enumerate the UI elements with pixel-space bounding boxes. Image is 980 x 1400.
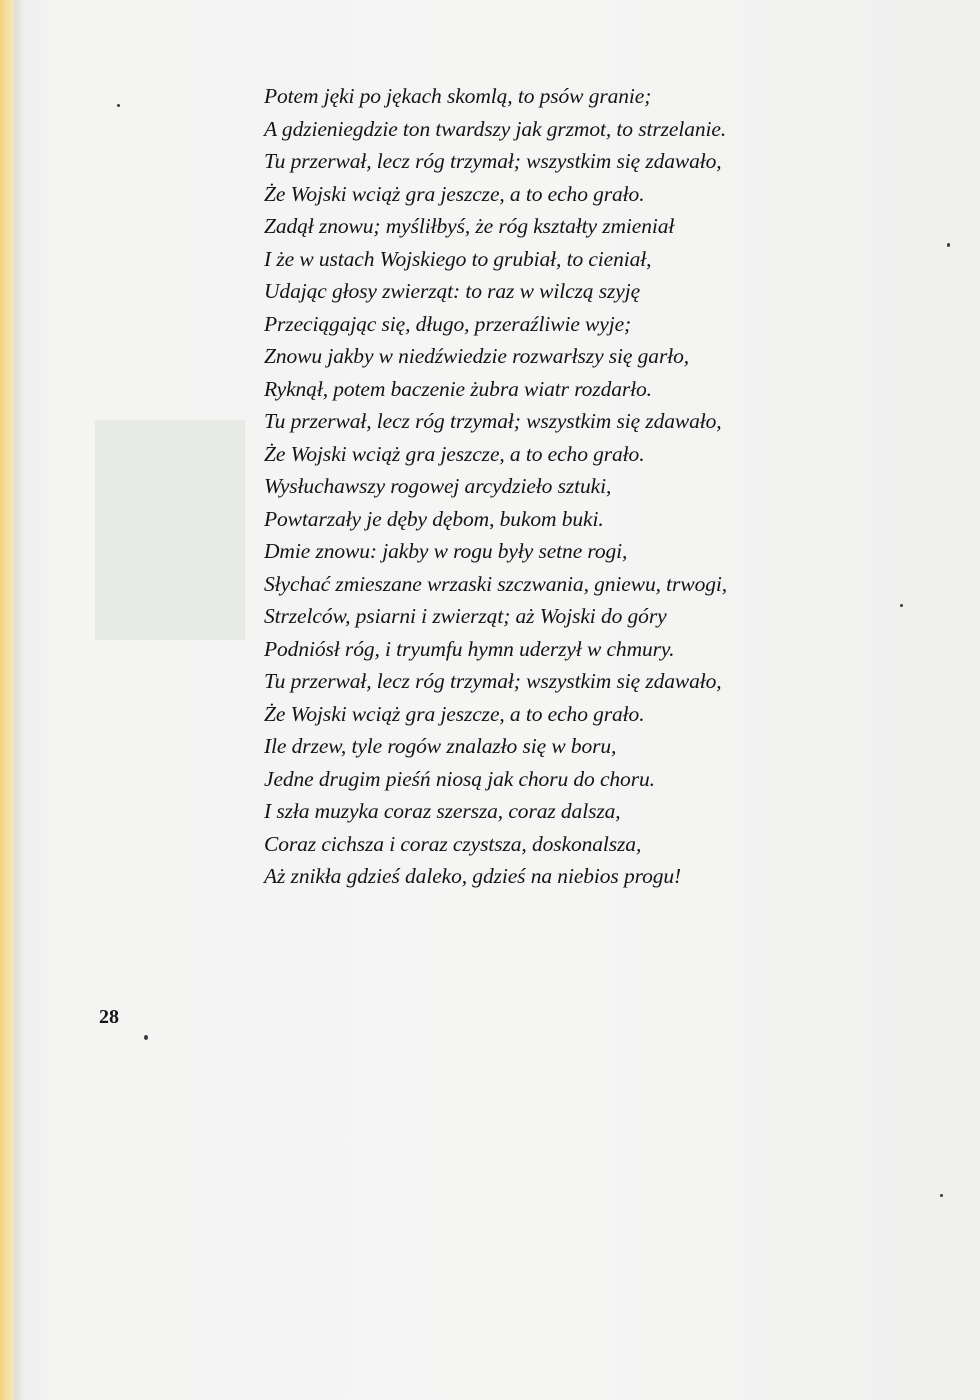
- dust-speck: [144, 1035, 148, 1040]
- poem-line: Znowu jakby w niedźwiedzie rozwarłszy się garło,: [264, 344, 690, 368]
- poem-line: Słychać zmieszane wrzaski szczwania, gniewu, trwogi,: [264, 571, 728, 596]
- poem-text: [264, 80, 824, 893]
- poem-line: Że Wojski wciąż gra jeszcze, a to echo grało.: [264, 701, 645, 726]
- poem-line: Tu przerwał, lecz róg trzymał; wszystkim się zdawało,: [264, 669, 722, 693]
- poem-line: Powtarzały je dęby dębom, bukom buki.: [264, 506, 604, 531]
- poem-line: I że w ustach Wojskiego to grubiał, to cieniał,: [264, 246, 652, 271]
- page-edge-shadow: [14, 0, 24, 1400]
- poem-line: Przeciągając się, długo, przeraźliwie wyje;: [264, 311, 632, 336]
- poem-line: Jedne drugim pieśń niosą jak choru do choru.: [264, 766, 655, 791]
- poem-line: Że Wojski wciąż gra jeszcze, a to echo grało.: [264, 441, 645, 466]
- poem-line: Dmie znowu: jakby w rogu były setne rogi,: [264, 539, 628, 563]
- poem-line: Że Wojski wciąż gra jeszcze, a to echo grało.: [264, 181, 645, 206]
- poem-line: I szła muzyka coraz szersza, coraz dalsza,: [264, 799, 621, 823]
- poem-line: Aż znikła gdzieś daleko, gdzieś na niebios progu!: [264, 864, 682, 888]
- poem-line: Strzelców, psiarni i zwierząt; aż Wojski do góry: [264, 604, 667, 628]
- dust-speck: [940, 1194, 943, 1197]
- dust-speck: [947, 243, 950, 247]
- page-edge-binding: [0, 0, 14, 1400]
- poem-line: A gdzieniegdzie ton twardszy jak grzmot, to strzelanie.: [264, 116, 727, 141]
- page-number: 28: [99, 1006, 119, 1028]
- poem-line: Potem jęki po jękach skomlą, to psów granie;: [264, 84, 652, 108]
- poem-line: Tu przerwał, lecz róg trzymał; wszystkim się zdawało,: [264, 409, 722, 433]
- dust-speck: [117, 104, 120, 107]
- poem-line: Wysłuchawszy rogowej arcydzieło sztuki,: [264, 474, 612, 498]
- dust-speck: [900, 604, 903, 607]
- poem-line: Zadął znowu; myśliłbyś, że róg kształty zmieniał: [264, 214, 675, 238]
- poem-line: Podniósł róg, i tryumfu hymn uderzył w chmury.: [264, 636, 675, 661]
- poem-line: Coraz cichsza i coraz czystsza, doskonalsza,: [264, 831, 642, 856]
- poem-line: Tu przerwał, lecz róg trzymał; wszystkim się zdawało,: [264, 149, 722, 173]
- show-through-image: [95, 420, 245, 640]
- poem-line: Ile drzew, tyle rogów znalazło się w boru,: [264, 734, 617, 758]
- poem-line: Ryknął, potem baczenie żubra wiatr rozdarło.: [264, 376, 652, 401]
- poem-line: Udając głosy zwierząt: to raz w wilczą szyję: [264, 279, 641, 303]
